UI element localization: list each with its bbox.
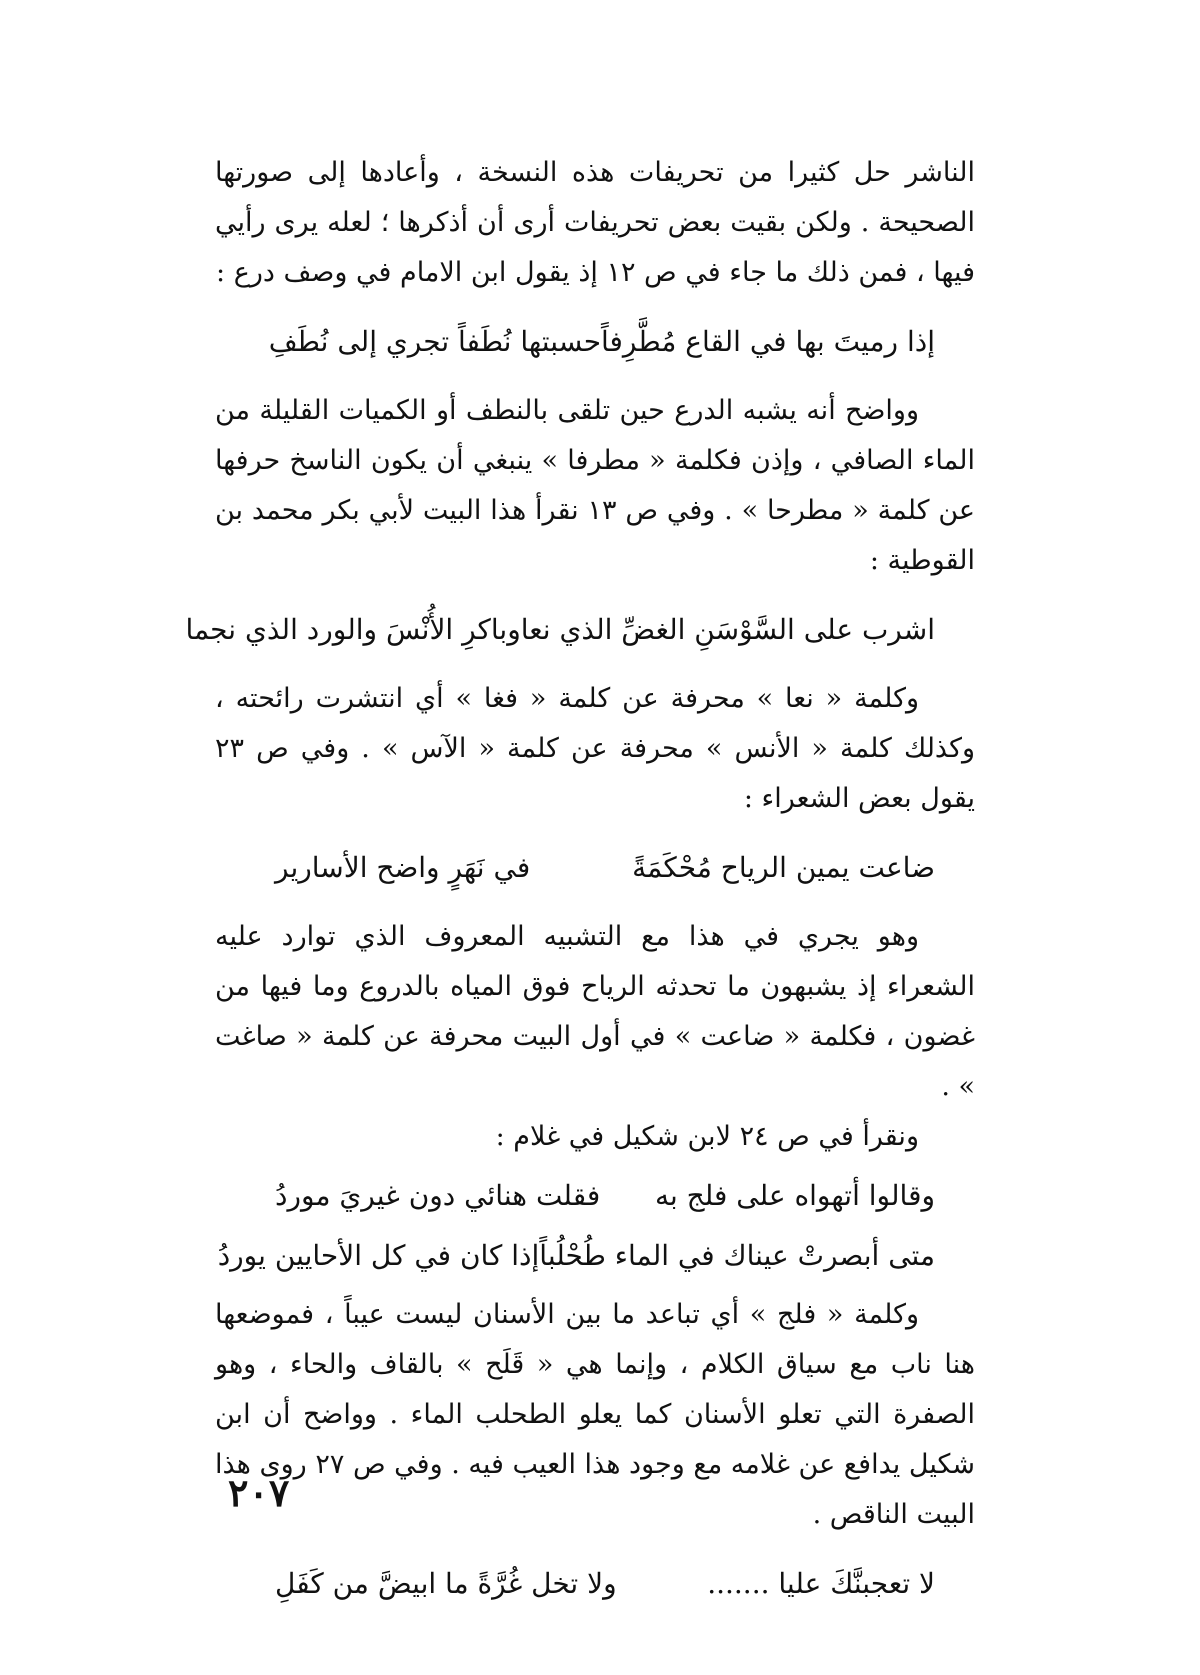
verse-line: [185, 604, 935, 656]
verse-first-hemistich: إذا رميتَ بها في القاع مُطَّرِفاً: [601, 325, 935, 358]
verse-first-hemistich: وقالوا أتهواه على فلج به: [654, 1179, 935, 1212]
paragraph: وواضح أنه يشبه الدرع حين تلقى بالنطف أو الكميات القليلة من الماء الصافي ، وإذن فكلمة « مطرفا » ينبغي أن يكون الناسخ حرفها عن كلمة « مطرحا » . وفي ص ١٣ نقرأ هذا البيت لأبي بكر محمد بن القوطية :: [215, 395, 976, 576]
verse-first-hemistich: ضاعت يمين الرياح مُحْكَمَةً: [632, 851, 935, 884]
verse-first-hemistich: اشرب على السَّوْسَنِ الغضِّ الذي نعا: [520, 613, 935, 646]
verse-line: [217, 1230, 935, 1282]
paragraph: وكلمة « نعا » محرفة عن كلمة « فغا » أي انتشرت رائحته ، وكذلك كلمة « الأنس » محرفة عن كلمة « الآس » . وفي ص ٢٣ يقول بعض الشعراء :: [215, 683, 975, 814]
verse-second-hemistich: في نَهَرٍ واضح الأسارير: [275, 851, 531, 884]
verse-line: [268, 316, 935, 368]
verse-first-hemistich: لا تعجبنَّكَ عليا .......: [707, 1567, 935, 1600]
page-body: [185, 148, 976, 1628]
paragraph: ونقرأ في ص ٢٤ لابن شكيل في غلام :: [495, 1121, 919, 1152]
paragraph: الناشر حل كثيرا من تحريفات هذه النسخة ، وأعادها إلى صورتها الصحيحة . ولكن بقيت بعض تحريفات أرى أن أذكرها ؛ لعله يرى رأيي فيها ، فمن ذلك ما جاء في ص ١٢ إذ يقول ابن الامام في وصف درع :: [215, 157, 975, 288]
verse-second-hemistich: فقلت هنائي دون غيريَ موردُ: [275, 1179, 601, 1212]
verse-line: [275, 1558, 935, 1610]
page-number: ٢٠٧: [228, 1470, 290, 1515]
verse-first-hemistich: متى أبصرتْ عيناك في الماء طُحْلُباً: [539, 1239, 935, 1272]
paragraph: وكلمة « فلج » أي تباعد ما بين الأسنان ليست عيباً ، فموضعها هنا ناب مع سياق الكلام ، وإنما هي « قَلَح » بالقاف والحاء ، وهو الصفرة التي تعلو الأسنان كما يعلو الطحلب الماء . وواضح أن ابن شكيل يدافع عن غلامه مع وجود هذا العيب فيه . وفي ص ٢٧ روى هذا البيت الناقص .: [215, 1299, 975, 1530]
paragraph: وهو يجري في هذا مع التشبيه المعروف الذي توارد عليه الشعراء إذ يشبهون ما تحدثه الرياح فوق المياه بالدروع وما فيها من غضون ، فكلمة « ضاعت » في أول البيت محرفة عن كلمة « صاغت » .: [215, 921, 975, 1102]
verse-second-hemistich: حسبتها نُطَفاً تجري إلى نُطَفِ: [268, 325, 601, 358]
verse-second-hemistich: إذا كان في كل الأحايين يوردُ: [217, 1239, 540, 1272]
verse-second-hemistich: ولا تخل غُرَّةً ما ابيضَّ من كَفَلِ: [275, 1567, 617, 1600]
verse-line: [275, 1170, 935, 1222]
verse-line: [275, 842, 935, 894]
verse-second-hemistich: وباكرِ الأُنْسَ والورد الذي نجما: [185, 613, 521, 646]
